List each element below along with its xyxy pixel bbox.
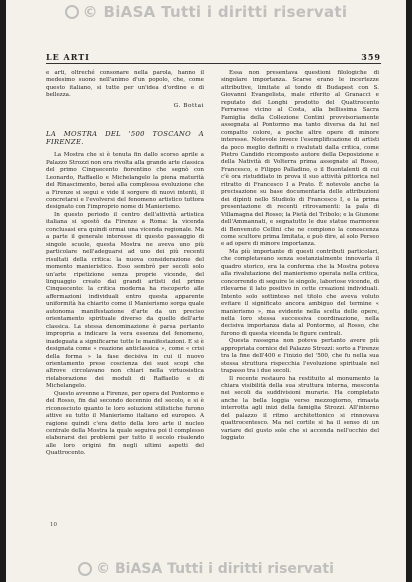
left-paragraph-2: In questo periodo il centro dell'attività artistica italiana si spostò da Firenze a Roma: la vicenda conclusasi era quindi ormai una vicenda regionale. Ma a parte il generale interesse di questo passaggio di singole scuole, questa Mostra ne aveva uno più particolare nell'adeguarsi ad uno dei più recenti risultati della critica: la nuova considerazione del momento manieristico. Esso sembrò per secoli solo un'arte ripetizione senza proprie vicende, del linguaggio creato dai grandi artisti del primo Cinquecento: la critica moderna ha riscoperto alle affermazioni individuali entro questa apparente uniformità ha chiarito come il Manierismo sorga quale autonoma manifestazione d'arte da un preciso orientamento spirituale diverso da quello dell'arte classica. La stessa denominazione è parsa pertanto impropria a indicare la vera essenza del fenomeno, inadeguata a significarne tutte le manifestazioni. E si è designata come « reazione anticlassica », come « crisi della forma » la fase decisiva in cui il nuovo orientamento prese coscienza dei suoi scopi che altrove circolavano non chiari nella virtuosistica rielaborazione dei moduli di Raffaello e di Michelangelo. xyxy=(46,211,204,390)
right-paragraph-4: Il recente restauro ha restituito al monumento la chiara visibilità della sua struttura interna, mesconta nei secoli da suddivisioni murarie. Ha completato anche la bella loggia verso mezzogiorno, rimasta interrotta agli inizi della famiglia Strozzi. All'interno del palazzo il ritmo architettonico si rinnovava quattrocentesco. Ma nel cortile si ha il senso di un variare del gusto sole che si accenda nell'occhio del loggiato xyxy=(221,375,379,442)
copyright-icon xyxy=(78,562,92,576)
right-paragraph-2: Ma più importante di questi contributi particolari, che completavano senza sostanzialmente innovarla il quadro storico, era la conferma che la Mostra poteva alla rivalutazione del manierismo operata nella critica, concorrendo di seguire le singole, laboriose vicende, di rilevarne il lato positivo in cette creazioni individuali. Intento solo sottinteso nel titolo che aveva voluto evitare il significato ancora ambiguo del termine « manierismo », ma evidente nella scelta delle opere, nella loro stessa successiva coordinazione, nella decisiva importanza data al Pontormo, al Rosso, che furono di questa vicenda le figure centrali. xyxy=(221,248,379,337)
watermark-bottom-text: © BiASA Tutti i diritti riservati xyxy=(96,561,334,577)
folio-number: 10 xyxy=(50,522,57,528)
left-paragraph-3: Questo avvenne a Firenze, per opera del Pontormo e del Rosso, fin dal secondo decennio del secolo, e si è riconosciuto quanto le loro soluzioni stilistiche furono attive su tutto il Manierismo italiano ed europeo. A ragione quindi c'era detto della loro arte il nucleo centrale della Mostra la quale seguiva poi il complesso elaborarsi dei problemi per tutto il secolo risalendo alle loro origini fin negli ultimi aspetti del Quattrocento. xyxy=(46,390,204,457)
header-rule xyxy=(46,63,381,64)
author-signature: G. Bottai xyxy=(173,102,204,109)
watermark-top-text: © BiASA Tutti i diritti riservati xyxy=(82,3,348,21)
page-number: 359 xyxy=(361,52,381,62)
watermark-top xyxy=(6,0,406,24)
article-title: LA MOSTRA DEL '500 TOSCANO A FIRENZE. xyxy=(46,130,204,147)
left-paragraph-1: La Mostra che si è tenuta fin dallo scorso aprile a Palazzo Strozzi non era rivolta alla grande arte classica del primo Cinquecento fiorentino che segnò con Leonardo, Raffaello e Michelangelo la piena maturità del Rinascimento, bensì alla complessa evoluzione che a Firenze si segui e vide il sorgere di nuovi intenti, il concretarsi e l'evolversi del fenomeno artistico tuttora designato con l'improprio nome di Manierismo. xyxy=(46,152,204,211)
left-column xyxy=(46,70,204,458)
right-column xyxy=(221,70,379,443)
scanned-page xyxy=(6,0,406,582)
right-paragraph-3: Questa rassegna non poteva pertanto avere più appropriata cornice del Palazzo Strozzi: sorto a Firenze tra la fine dell'400 e l'inizio del '500, che fu nella sua stessa struttura rispecchia l'evoluzione spirituale nel trapasso tra i due secoli. xyxy=(221,338,379,375)
watermark-bottom xyxy=(6,558,406,580)
intro-paragraph: e arti, oltreché consonare nella parola, hanno il medesimo suono nell'animo d'un popolo, che, come questo italiano, si tutte per un'idea d'ordine e di bellezza. xyxy=(46,70,204,99)
copyright-icon xyxy=(65,5,79,19)
right-paragraph-1: Essa non presentava questioni filologiche di singolare importanza. Scarse erano le incertezze attributive, limitate al tondo di Budapest con S. Giovanni Evangelista, male riferito al Granacci e reputato del Longhi prodotto del Quattrocento Ferrarese vicino al Costa, alla bellissima Sacra Famiglia della Collezione Contini provvisoriamente assegnata al Pontormo ma tanto diversa da lui nel compatto colore, a poche altre opere di minore interesse. Notevole invece l'esemplificazione di artisti da poco meglio definiti o rivalutati dalla critica, come Pietro Candido ricomposto autore della Deposizione e della Natività di Volterra prima assegnate al Rosso, Francesco, e Filippo Palladino, o il Buontalenti di cui c'è ora ristuddiato in prova il suo attività pittorica nel ritratto di Francesco I a Prato. È notevole anche la precisazione su base documentaria delle attribuzioni dei dipinti nello Studiolo di Francesco I, e la prima presentazione di recenti ritrovamenti: la pala di Villamagna del Rosso; la Pietà del Tribolo; e la Giunone dell'Ammannati, e segnatutto le due statue marmoree di Benvenuto Cellini che ne compiono la conoscenza come scultore prima limitata, e può dire, al solo Perseo e ad opere di minore importanza. xyxy=(221,70,379,248)
section-heading: LE ARTI xyxy=(46,52,90,62)
